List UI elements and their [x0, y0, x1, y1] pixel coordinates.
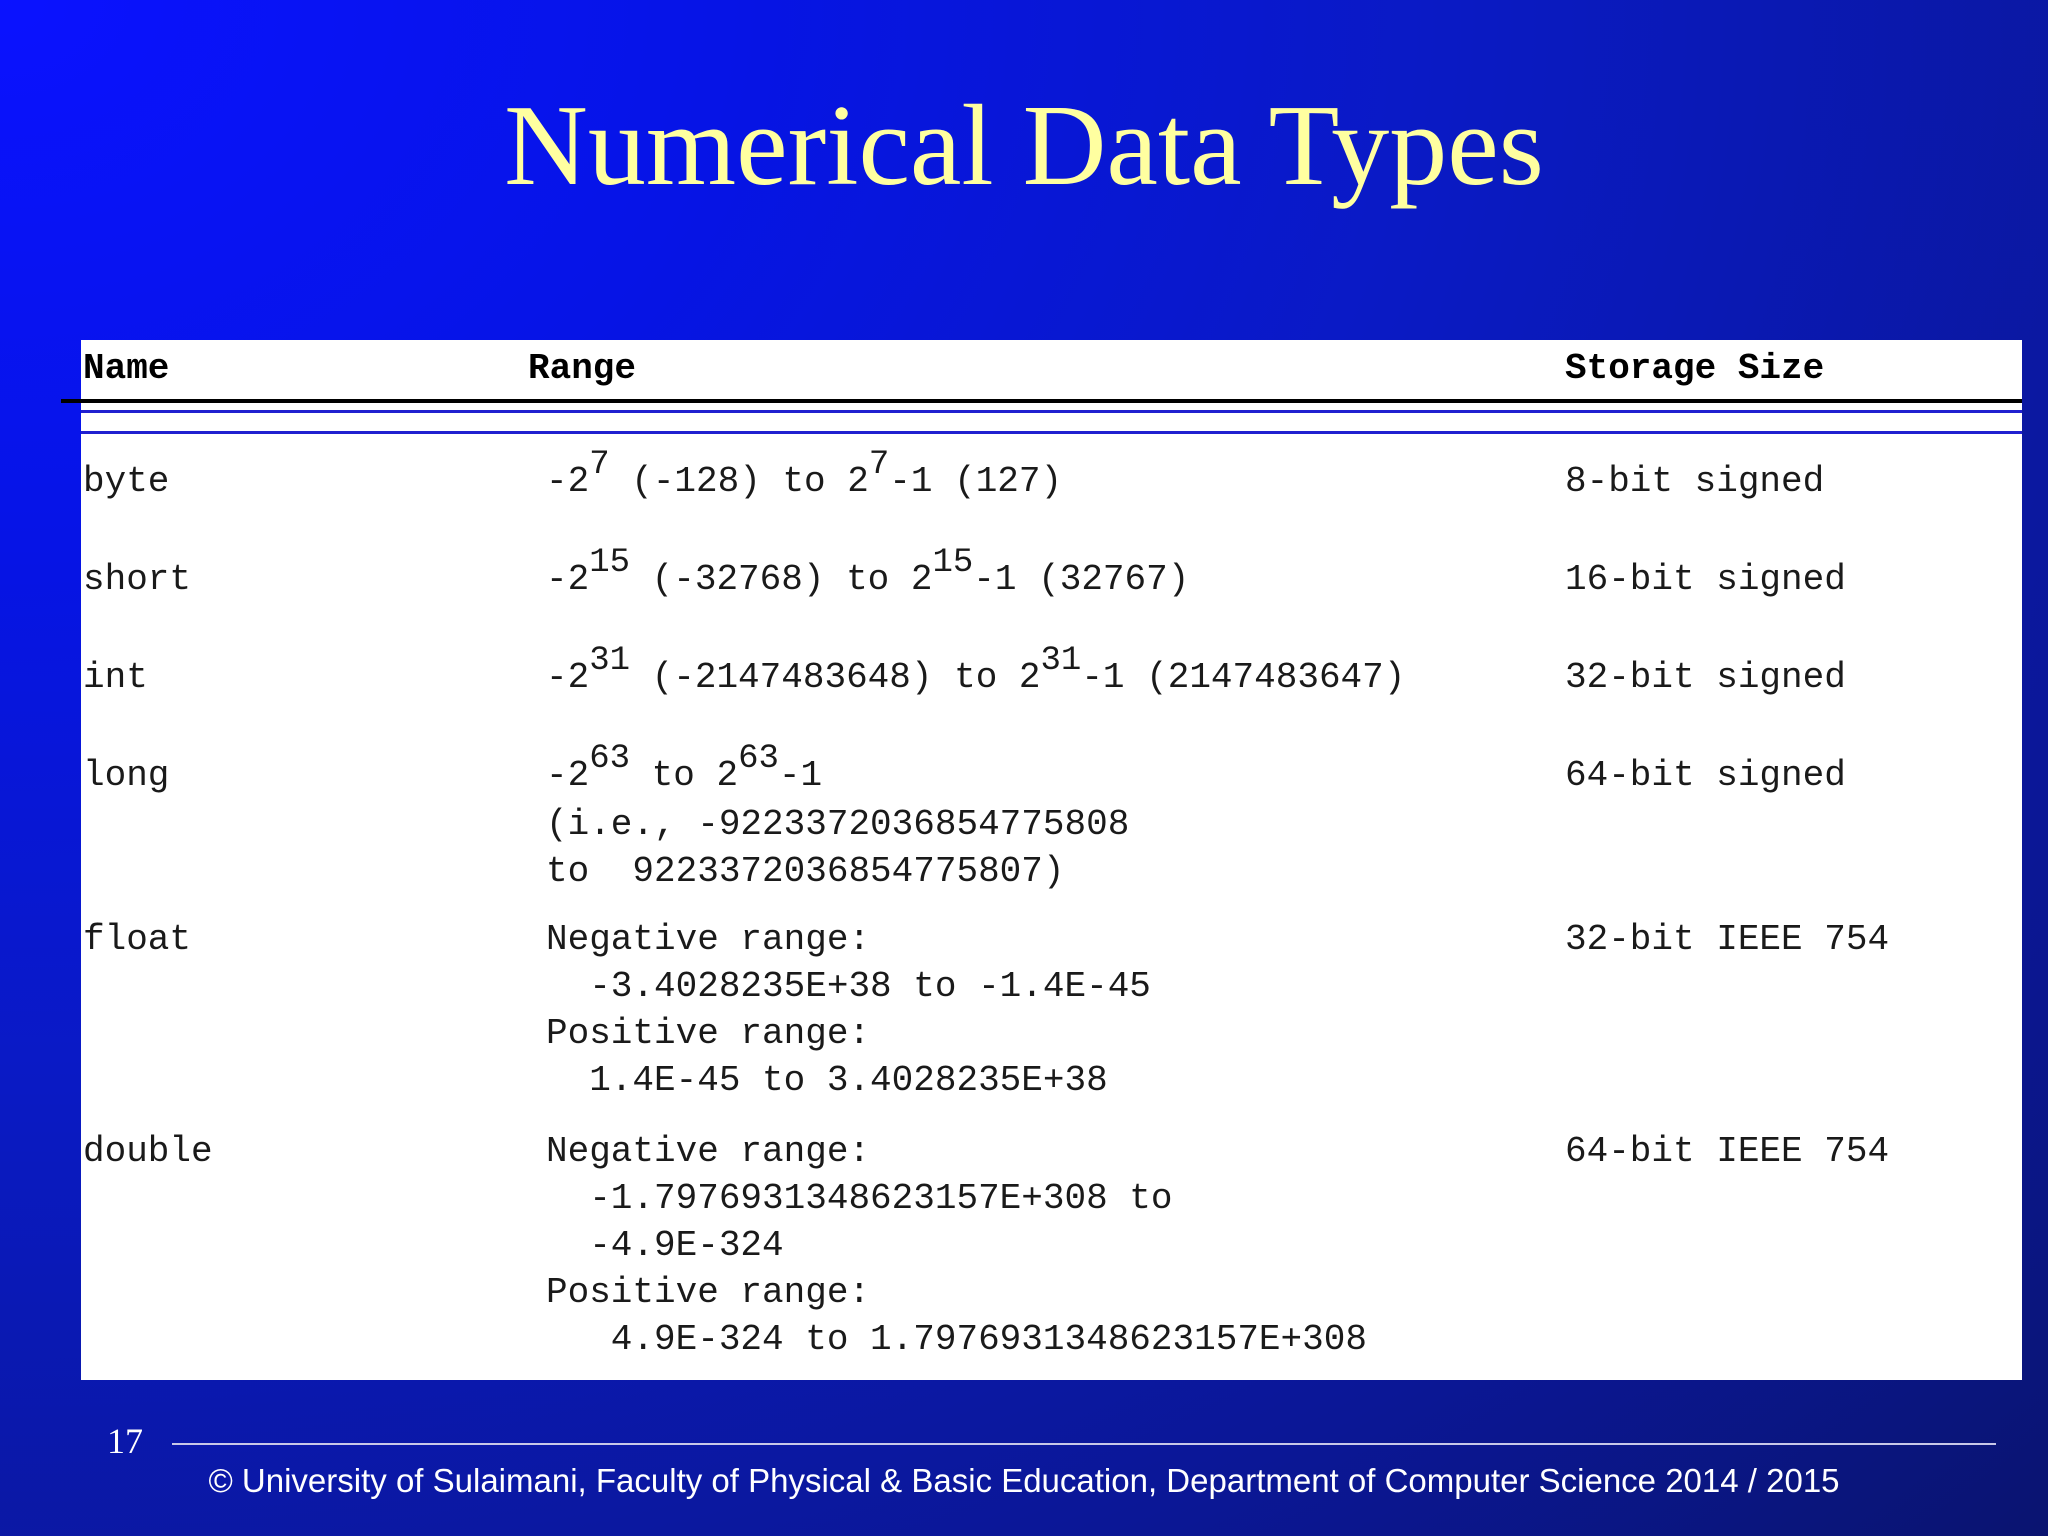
row-short-size: 16-bit signed — [1565, 559, 1846, 600]
row-long-size: 64-bit signed — [1565, 755, 1846, 796]
row-byte-name: byte — [83, 461, 170, 502]
row-int-size: 32-bit signed — [1565, 657, 1846, 698]
header-range: Range — [528, 348, 637, 389]
row-int-name: int — [83, 657, 148, 698]
row-byte-size: 8-bit signed — [1565, 461, 1825, 502]
header-storage-size: Storage Size — [1565, 348, 1825, 389]
row-int-range: $-2^{31}$ (-2147483648) to $2^{31}-1$ (2147483647) — [546, 642, 1406, 698]
row-double-size: 64-bit IEEE 754 — [1565, 1131, 1890, 1172]
row-double-range: Negative range: -1.7976931348623157E+308 to -4.9E-324 Positive range: 4.9E-324 to 1.7976931348623157E+308 — [546, 1131, 1367, 1360]
row-float-range: Negative range: -3.4028235E+38 to -1.4E-45 Positive range: 1.4E-45 to 3.4028235E+38 — [546, 919, 1151, 1101]
header-rule — [61, 399, 2022, 403]
slide-title: Numerical Data Types — [504, 82, 1544, 210]
header-name: Name — [83, 348, 170, 389]
row-float-name: float — [83, 919, 192, 960]
header-double-rule — [81, 410, 2022, 434]
footer-copyright: © University of Sulaimani, Faculty of Physical & Basic Education, Department of Computer Science 2014 / 2015 — [208, 1462, 1840, 1499]
row-float-size: 32-bit IEEE 754 — [1565, 919, 1890, 960]
row-long-range: $-2^{63}$ to $2^{63}-1$ (i.e., -9223372036854775808 to 9223372036854775807) — [546, 740, 1130, 892]
page-number: 17 — [107, 1421, 143, 1461]
row-short-name: short — [83, 559, 192, 600]
data-types-table — [81, 340, 2022, 1380]
footer-divider — [172, 1443, 1996, 1445]
row-long-name: long — [83, 755, 170, 796]
row-byte-range: $-2^7$ (-128) to $2^7-1$ (127) — [546, 446, 1063, 502]
table-header-row — [81, 340, 2022, 402]
row-short-range: $-2^{15}$ (-32768) to $2^{15}-1$ (32767) — [546, 544, 1190, 600]
row-double-name: double — [83, 1131, 213, 1172]
